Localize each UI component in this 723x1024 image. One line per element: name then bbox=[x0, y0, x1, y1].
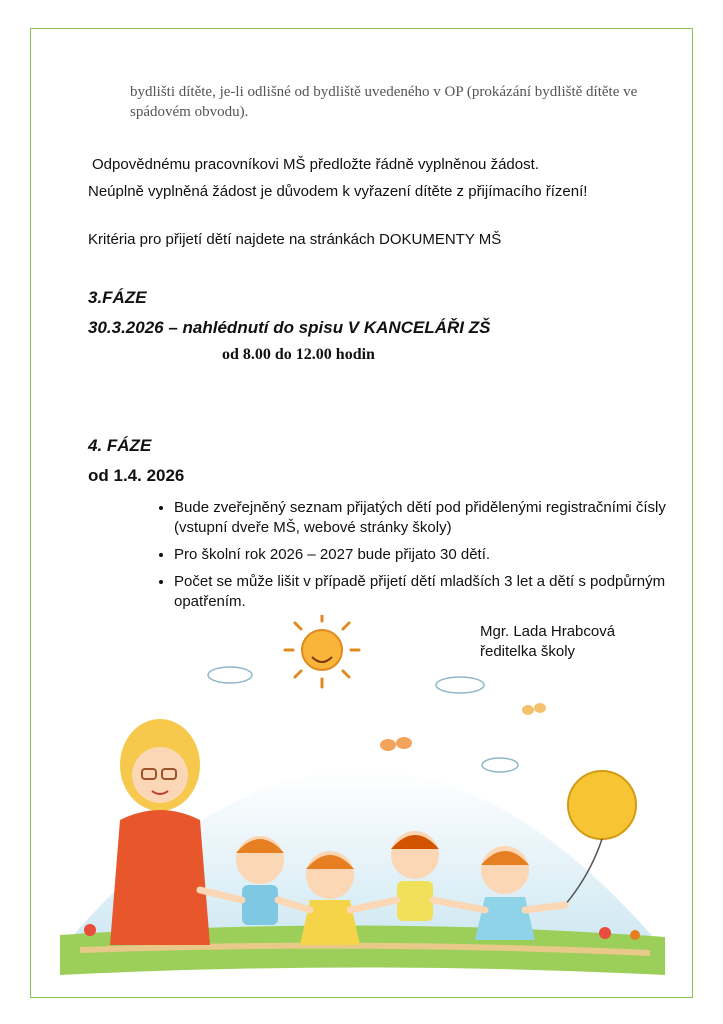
phase3-date: 30.3.2026 – nahlédnutí do spisu V KANCELÁŘI ZŠ bbox=[88, 318, 491, 337]
signature-name: Mgr. Lada Hrabcová bbox=[480, 623, 616, 640]
signature-role: ředitelka školy bbox=[480, 643, 576, 660]
children-illustration bbox=[60, 615, 665, 990]
phase4-title: 4. FÁZE bbox=[88, 436, 152, 455]
butterfly-icon bbox=[380, 703, 546, 751]
phase4-list bbox=[150, 498, 694, 619]
intro-text: bydlišti dítěte, je-li odlišné od bydliště uvedeného v OP (prokázání bydliště dítěte ve spádovém obvodu). bbox=[130, 84, 638, 120]
list-item: • Pro školní rok 2026 – 2027 bude přijato 30 dětí. bbox=[174, 545, 694, 565]
cloud-icon bbox=[208, 667, 518, 772]
submit-paragraph: Odpovědnému pracovníkovi MŠ předložte řádně vyplněnou žádost. bbox=[92, 156, 539, 173]
criteria-paragraph: Kritéria pro přijetí dětí najdete na stránkách DOKUMENTY MŠ bbox=[88, 231, 502, 248]
incomplete-paragraph: Neúplně vyplněná žádost je důvodem k vyřazení dítěte z přijímacího řízení! bbox=[88, 183, 588, 200]
teacher-figure bbox=[110, 719, 210, 945]
list-item: • Počet se může lišit v případě přijetí dětí mladších 3 let a dětí s podpůrným opatřením. bbox=[174, 572, 694, 612]
phase4-date: od 1.4. 2026 bbox=[88, 466, 185, 485]
phase3-title: 3.FÁZE bbox=[88, 288, 147, 307]
sun-icon bbox=[285, 615, 359, 687]
list-item: • Bude zveřejněný seznam přijatých dětí pod přidělenými registračními čísly (vstupní dveře MŠ, webové stránky školy) bbox=[174, 498, 694, 538]
phase3-time: od 8.00 do 12.00 hodin bbox=[222, 346, 375, 363]
